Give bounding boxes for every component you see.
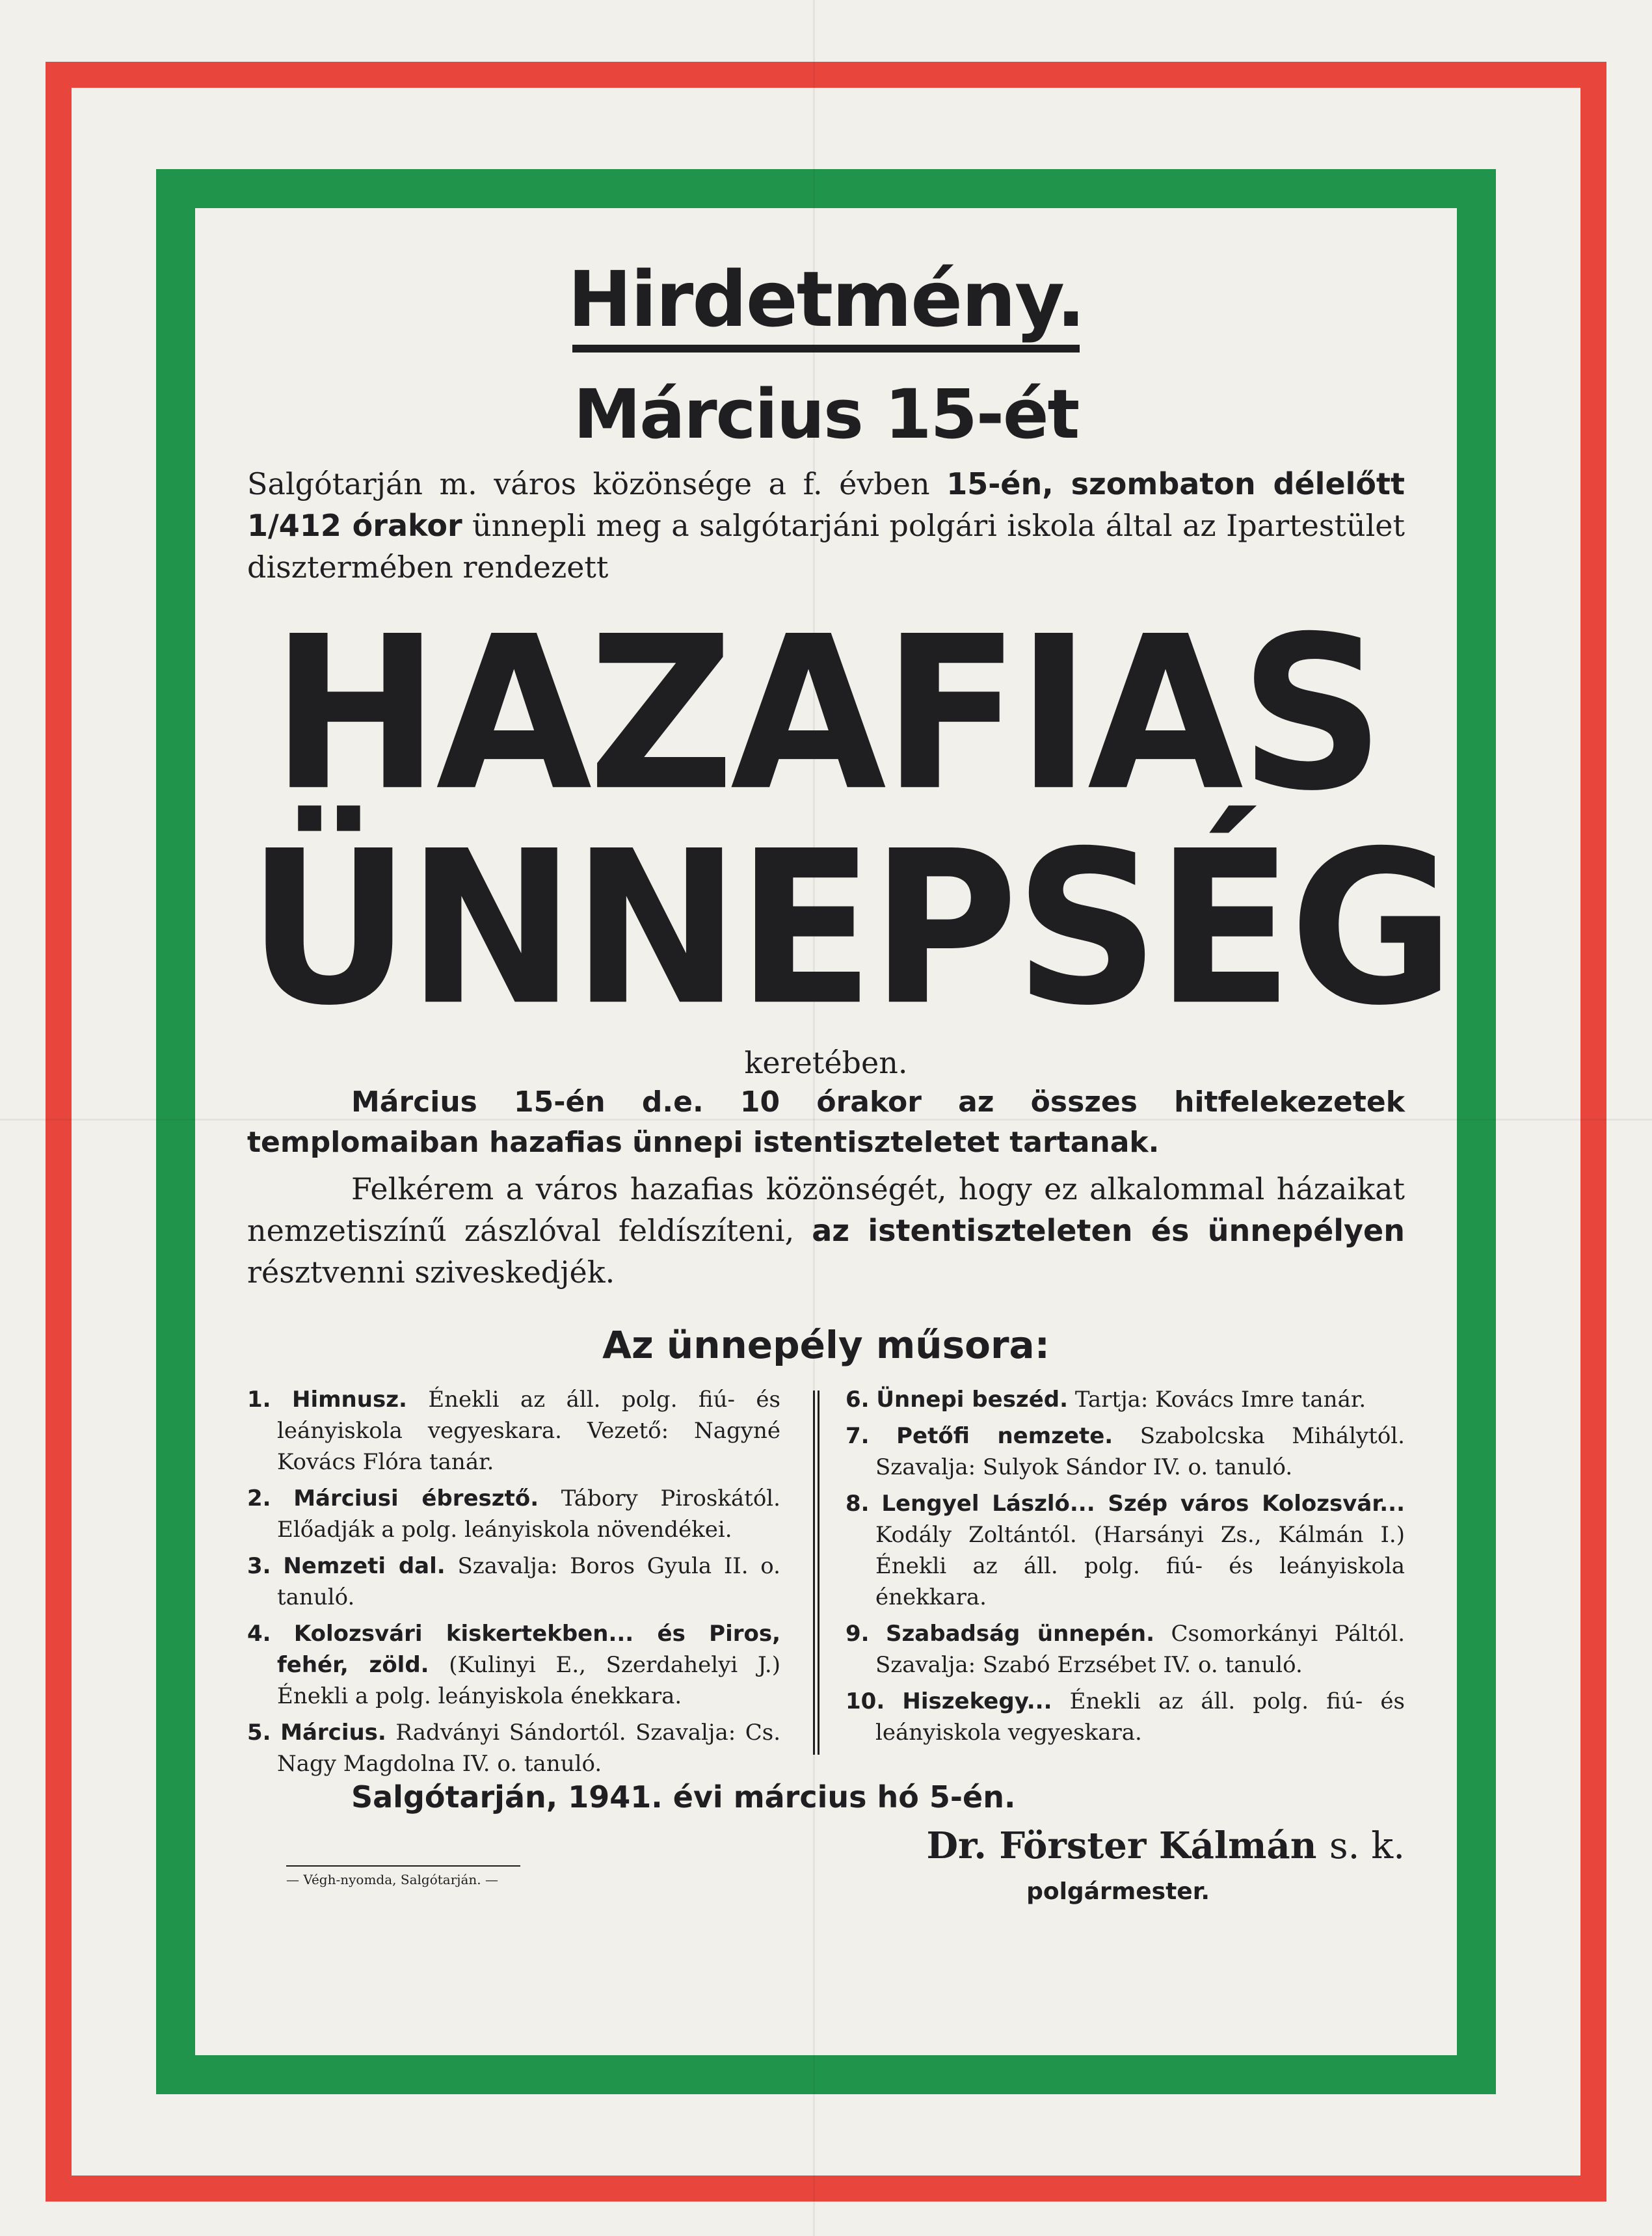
signer [926,1820,1405,1872]
program-item [247,1384,780,1478]
signer-name: Dr. Förster Kálmán [926,1824,1317,1867]
program-item [247,1618,780,1712]
program-item-title: Hiszekegy... [902,1688,1052,1714]
printer-line [286,1865,520,1867]
request-part1: Felkérem a város hazafias közönségét, hogy ez alkalommal házaikat nemzetiszínű zászlóval feldíszíteni, [247,1171,1405,1248]
program-item [846,1618,1405,1681]
program-item-details: Szabolcska Mihálytól. Szavalja: Sulyok Sándor IV. o. tanuló. [875,1423,1405,1480]
kereteben-text: keretében. [744,1045,908,1080]
headline-block [247,591,1452,1082]
intro-part2: ünnepli meg a salgótarjáni polgári iskola által az Ipartestület disztermében rendezett [247,508,1405,585]
program-item-title: Kolozsvári kiskertekben... és Piros, fehér, zöld. [277,1621,781,1678]
program-item-details: Énekli az áll. polg. fiú- és leányiskola vegyeskara. [875,1688,1406,1746]
signer-suffix: s. k. [1329,1825,1405,1867]
request-part2: résztvenni sziveskedjék. [247,1255,615,1290]
program-item-number: 4. [247,1621,271,1647]
program-column-right [846,1384,1405,1753]
program-list [247,1384,1406,1777]
request-bold: az istentiszteleten és ünnepélyen [812,1213,1405,1248]
program-item-details: Kodály Zoltántól. (Harsányi Zs., Kálmán I.) Énekli az áll. polg. fiú- és leányiskola énekkara. [875,1522,1405,1610]
program-item-title: Petőfi nemzete. [896,1423,1113,1449]
signer-role: polgármester. [1026,1878,1210,1905]
poster-content [247,254,1452,2010]
page-title: Hirdetmény. [567,254,1085,344]
program-item [247,1483,780,1545]
program-item-number: 10. [846,1688,885,1714]
program-item-number: 1. [247,1387,271,1413]
program-item-details: Tartja: Kovács Imre tanár. [1068,1387,1366,1413]
signature-row [247,1820,1405,1924]
program-item [247,1551,780,1613]
program-item-number: 2. [247,1485,271,1511]
program-item-title: Március. [280,1720,386,1746]
program-item-title: Himnusz. [292,1387,407,1413]
headline-hazafias: HAZAFIAS [271,591,1381,838]
program-item [846,1686,1405,1748]
program-item-number: 9. [846,1621,870,1647]
intro-bold: 15-én, szombaton délelőtt 1/412 órakor [247,466,1405,543]
program-item-details: Szavalja: Boros Gyula II. o. tanuló. [277,1553,780,1610]
program-item-number: 6. [846,1387,870,1413]
date-line: Salgótarján, 1941. évi március hó 5-én. [351,1779,1016,1815]
program-item-details: Csomorkányi Páltól. Szavalja: Szabó Erzsébet IV. o. tanuló. [875,1621,1406,1678]
program-item [846,1420,1405,1483]
program-item-title: Nemzeti dal. [283,1553,446,1579]
program-item-details: Radványi Sándortól. Szavalja: Cs. Nagy Magdolna IV. o. tanuló. [277,1720,781,1777]
program-title: Az ünnepély műsora: [602,1323,1050,1367]
program-item [846,1384,1405,1415]
program-column-left [247,1384,780,1785]
program-item-number: 8. [846,1491,870,1517]
title-underline [572,345,1080,353]
program-item-number: 7. [846,1423,870,1449]
program-item-details: Tábory Piroskától. Előadják a polg. leányiskola növendékei. [277,1485,780,1543]
program-item [846,1488,1405,1613]
intro-part1: Salgótarján m. város közönsége a f. évben [247,466,947,501]
program-item-number: 3. [247,1553,271,1579]
subtitle: Március 15-ét [573,375,1079,454]
program-item-title: Lengyel László... Szép város Kolozsvár... [881,1491,1406,1517]
program-item-number: 5. [247,1720,271,1746]
headline-unnepseg: ÜNNEPSÉG [247,805,1452,1052]
intro-paragraph [247,463,1405,588]
announcement-paragraph: Március 15-én d.e. 10 órakor az összes hitfelekezetek templomaiban hazafias ünnepi istentiszteletet tartanak. [247,1085,1405,1159]
request-paragraph [247,1168,1405,1293]
title-block [247,254,1405,457]
program-item-title: Ünnepi beszéd. [876,1387,1069,1413]
program-divider [813,1391,819,1755]
printer-imprint: — Végh-nyomda, Salgótarján. — [286,1872,498,1887]
program-item-details: (Kulinyi E., Szerdahelyi J.) Énekli a polg. leányiskola énekkara. [277,1652,781,1709]
program-item [247,1717,780,1779]
program-item-title: Márciusi ébresztő. [293,1485,539,1511]
program-item-title: Szabadság ünnepén. [886,1621,1155,1647]
program-item-details: Énekli az áll. polg. fiú- és leányiskola vegyeskara. Vezető: Nagyné Kovács Flóra tanár. [277,1387,781,1475]
